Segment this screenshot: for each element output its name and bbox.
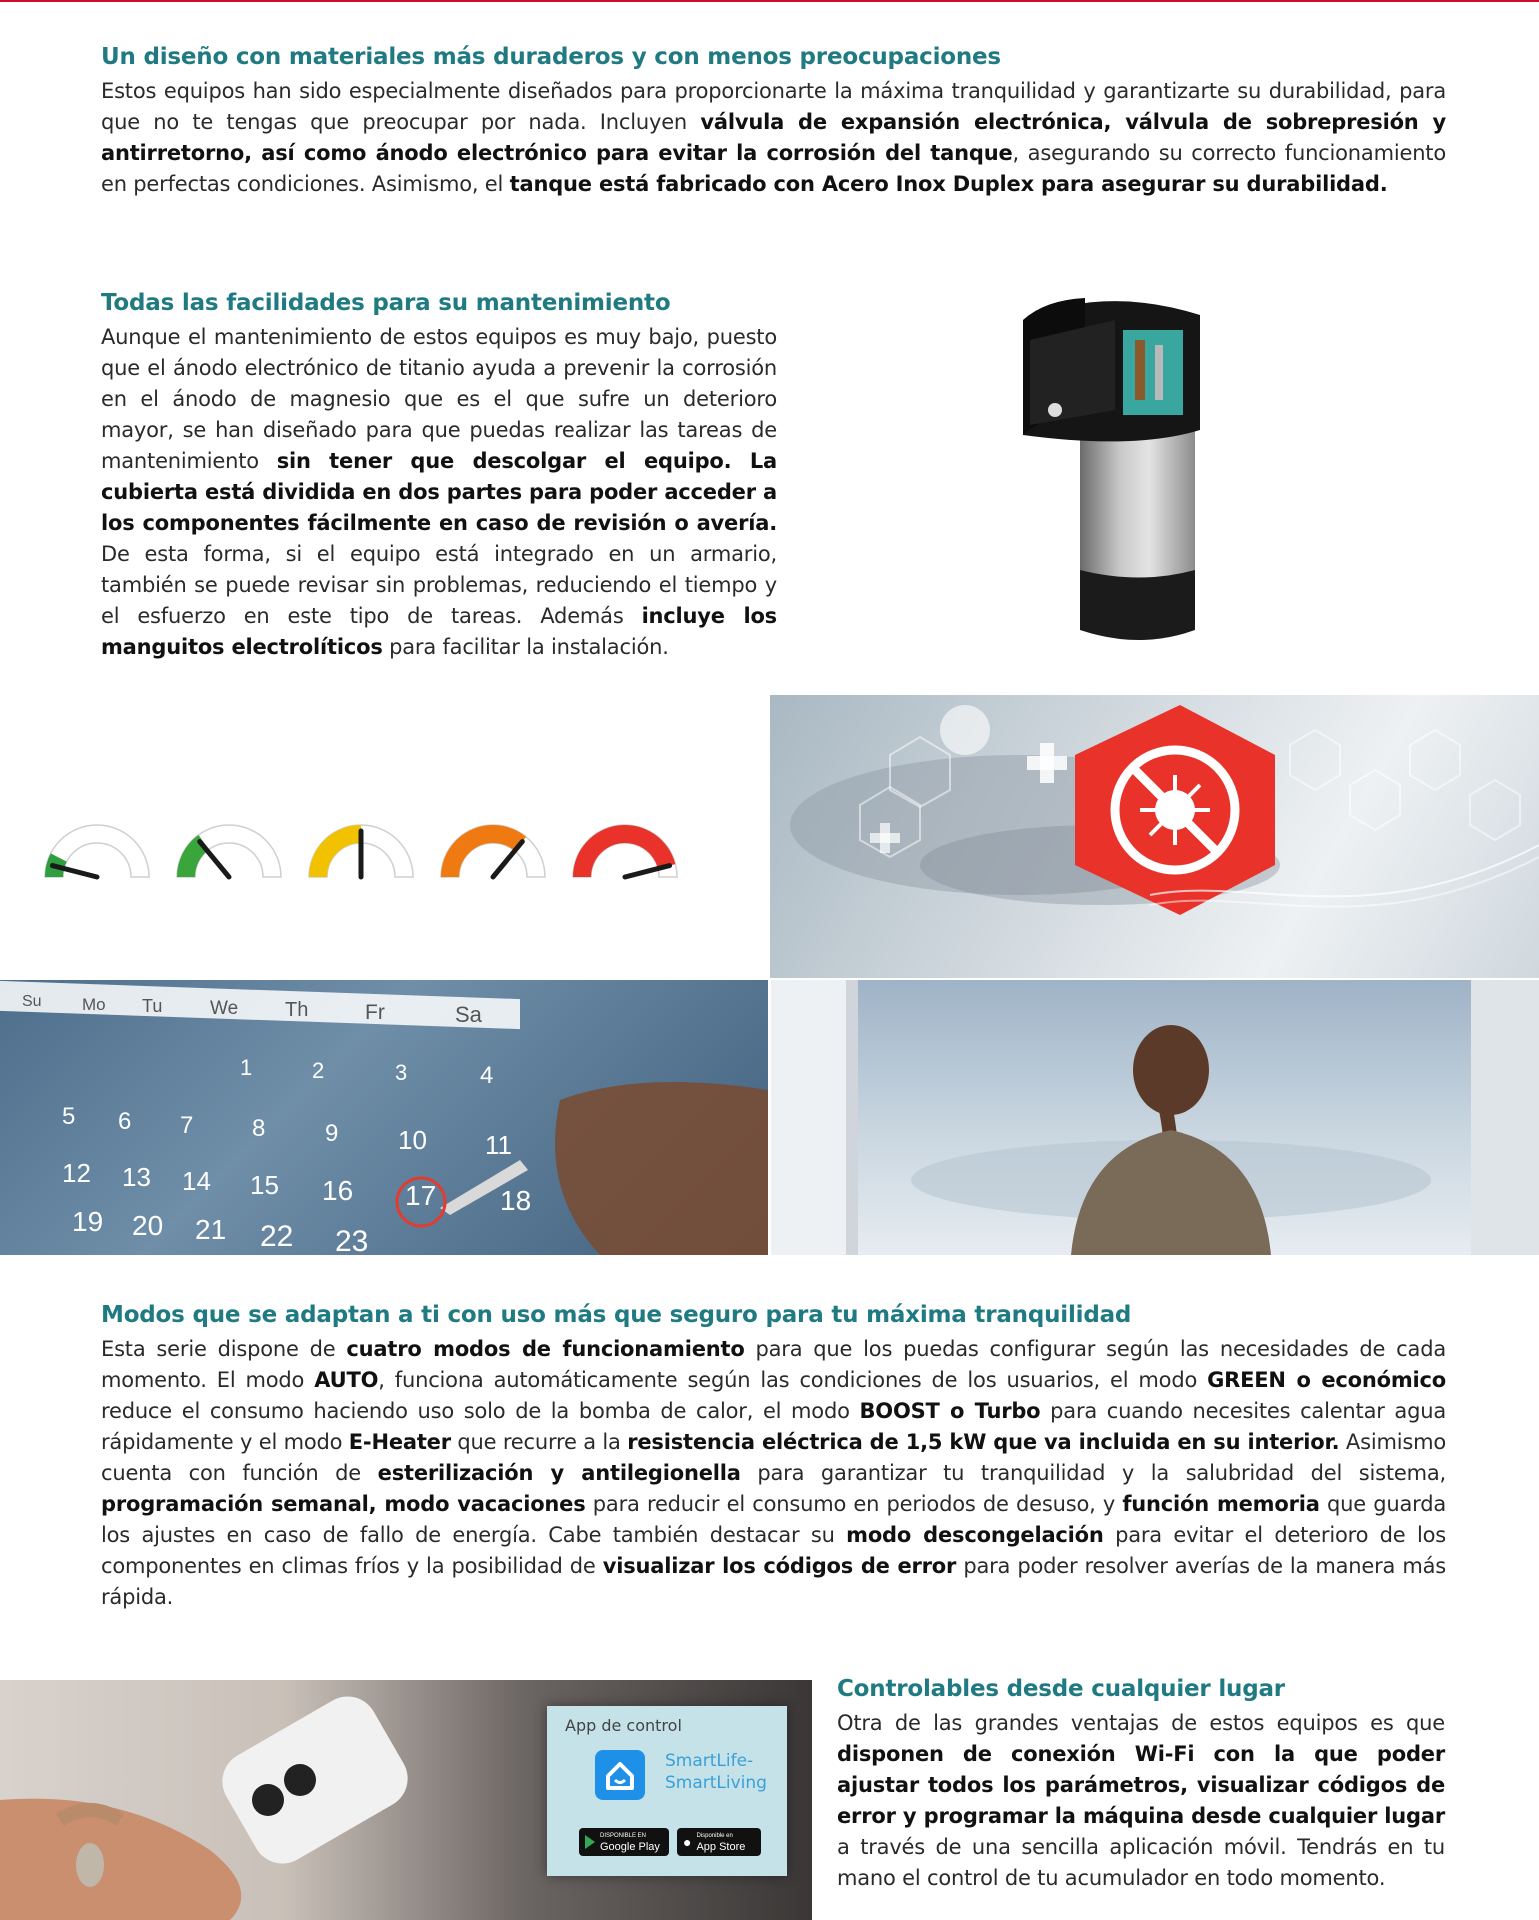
bold-text-run: cuatro modos de funcionamiento [346,1337,745,1361]
gauge-1 [45,825,149,877]
text-run: Aunque el mantenimiento de estos equipos es muy bajo, puesto que el ánodo electrónico de titanio ayuda a prevenir la corrosión en el ánodo de magnesio que es el que sufre un deterioro mayor, se han diseñado para que puedas realizar las tareas de mantenimiento [101,325,777,473]
app-store-label: App Store [696,1841,746,1853]
text-run: Asimismo cuenta con función de [101,1430,1447,1485]
google-play-icon [585,1835,595,1849]
gauge-3 [309,825,413,877]
text-run: Otra de las grandes ventajas de estos equipos es que [837,1711,1445,1735]
section-title-maintenance: Todas las facilidades para su mantenimiento [101,290,671,316]
bold-text-run: BOOST o Turbo [859,1399,1041,1423]
calendar-day-th: Th [285,999,309,1021]
gauge-4 [441,825,545,877]
calendar-date: 1 [240,1055,253,1080]
app-control-card [547,1706,787,1876]
calendar-date: 4 [480,1062,494,1089]
calendar-date: 8 [252,1115,266,1142]
app-store-button[interactable] [677,1828,761,1856]
calendar-date: 5 [62,1103,76,1130]
calendar-day-sa: Sa [455,1002,482,1027]
calendar-date: 22 [260,1220,294,1253]
app-store-small-text: Disponible en [696,1833,733,1839]
text-run: para evitar el deterioro de los componentes en climas fríos y la posibilidad de [101,1523,1446,1578]
calendar-date-highlighted: 17 [405,1180,437,1211]
section-text-remote [837,1708,1445,1894]
calendar-date: 16 [322,1175,354,1206]
calendar-date: 2 [312,1058,325,1083]
section-title-modes: Modos que se adaptan a ti con uso más que seguro para tu máxima tranquilidad [101,1302,1132,1328]
bold-text-run: función memoria [1122,1492,1320,1516]
calendar-date: 20 [132,1210,164,1241]
calendar-date: 12 [62,1158,91,1188]
text-run: para cuando necesites calentar agua rápidamente y el modo [101,1399,1447,1454]
calendar-day-we: We [210,997,239,1019]
google-play-small-text: DISPONIBLE EN [600,1833,647,1839]
text-run: De esta forma, si el equipo está integrado en un armario, también se puede revisar sin problemas, reduciendo el tiempo y el esfuerzo en este tipo de tareas. Además [101,542,777,628]
app-name [665,1750,767,1794]
gauge-2 [177,825,281,877]
text-run: Esta serie dispone de [101,1337,347,1361]
text-run: para facilitar la instalación. [382,635,669,659]
woman-window-image [771,980,1539,1255]
calendar-date: 6 [118,1108,132,1135]
section-text-maintenance [101,322,777,663]
calendar-day-su: Su [22,993,42,1010]
google-play-label: Google Play [600,1841,660,1853]
text-run: , funciona automáticamente según las condiciones de los usuarios, el modo [378,1368,1208,1392]
bold-text-run: visualizar los códigos de error [602,1554,957,1578]
text-run: que guarda los ajustes en caso de fallo de energía. Cabe también destacar su [101,1492,1446,1547]
bold-text-run: modo descongelación [846,1523,1104,1547]
calendar-date: 14 [182,1166,211,1196]
gauge-5 [573,825,677,877]
text-run: para garantizar tu tranquilidad y la salubridad del sistema, [740,1461,1447,1485]
calendar-date: 21 [195,1214,227,1245]
section-title-durability: Un diseño con materiales más duraderos y con menos preocupaciones [101,44,1001,70]
calendar-image [0,980,768,1255]
text-run: para poder resolver averías de la manera más rápida. [101,1554,1447,1609]
bold-text-run: AUTO [314,1368,379,1392]
app-name-line1: SmartLife- [665,1751,754,1771]
bold-text-run: disponen de conexión Wi-Fi con la que poder ajustar todos los parámetros, visualizar códigos de error y programar la máquina desde cualquier lugar [837,1742,1445,1828]
text-run: que recurre a la [450,1430,628,1454]
efficiency-gauges [40,815,700,895]
calendar-date: 23 [335,1225,369,1255]
text-run: Estos equipos han sido especialmente diseñados para proporcionarte la máxima tranquilidad y garantizarte su durabilidad, para que no te tengas que preocupar por nada. Incluyen [101,79,1446,134]
app-card-title: App de control [565,1716,682,1735]
section-text-durability [101,76,1446,200]
bold-text-run: incluye los manguitos electrolíticos [101,604,777,659]
calendar-day-mo: Mo [82,994,106,1014]
bold-text-run: válvula de expansión electrónica, válvula de sobrepresión y antirretorno, así como ánodo electrónico para evitar la corrosión del tanque [101,110,1446,165]
text-run: para que los puedas configurar según las necesidades de cada momento. El modo [101,1337,1446,1392]
water-heater-image [985,290,1235,655]
app-name-line2: SmartLiving [665,1773,767,1793]
gauge-fill [309,825,361,877]
calendar-date: 19 [72,1206,104,1237]
google-play-button[interactable] [579,1828,669,1856]
apple-icon: ● [683,1834,692,1850]
calendar-date: 13 [122,1162,151,1192]
bold-text-run: programación semanal, modo vacaciones [101,1492,586,1516]
text-run: , asegurando su correcto funcionamiento en perfectas condiciones. Asimismo, el [101,141,1446,196]
bold-text-run: resistencia eléctrica de 1,5 kW que va incluida en su interior. [627,1430,1340,1454]
bold-text-run: tanque está fabricado con Acero Inox Duplex para asegurar su durabilidad. [509,172,1388,196]
bold-text-run: sin tener que descolgar el equipo. La cubierta está dividida en dos partes para poder acceder a los componentes fácilmente en caso de revisión o avería. [101,449,777,535]
calendar-day-tu: Tu [142,996,163,1016]
antibacterial-image [770,695,1539,978]
top-accent-line [0,0,1539,2]
smartlife-app-icon[interactable] [595,1750,645,1800]
calendar-date: 18 [500,1185,532,1216]
text-run: reduce el consumo haciendo uso solo de la bomba de calor, el modo [101,1399,860,1423]
calendar-date: 15 [250,1170,279,1200]
calendar-day-fr: Fr [365,1000,385,1024]
calendar-date: 3 [395,1060,408,1085]
section-text-modes [101,1334,1446,1613]
bold-text-run: esterilización y antilegionella [377,1461,741,1485]
text-run: a través de una sencilla aplicación móvil. Tendrás en tu mano el control de tu acumulador en todo momento. [837,1835,1445,1890]
section-title-remote: Controlables desde cualquier lugar [837,1676,1285,1702]
calendar-date: 11 [485,1130,512,1160]
bold-text-run: E-Heater [348,1430,451,1454]
bold-text-run: GREEN o económico [1207,1368,1446,1392]
text-run: para reducir el consumo en periodos de desuso, y [585,1492,1123,1516]
calendar-date: 7 [180,1112,194,1139]
calendar-date: 9 [325,1120,339,1147]
calendar-date: 10 [398,1125,427,1155]
